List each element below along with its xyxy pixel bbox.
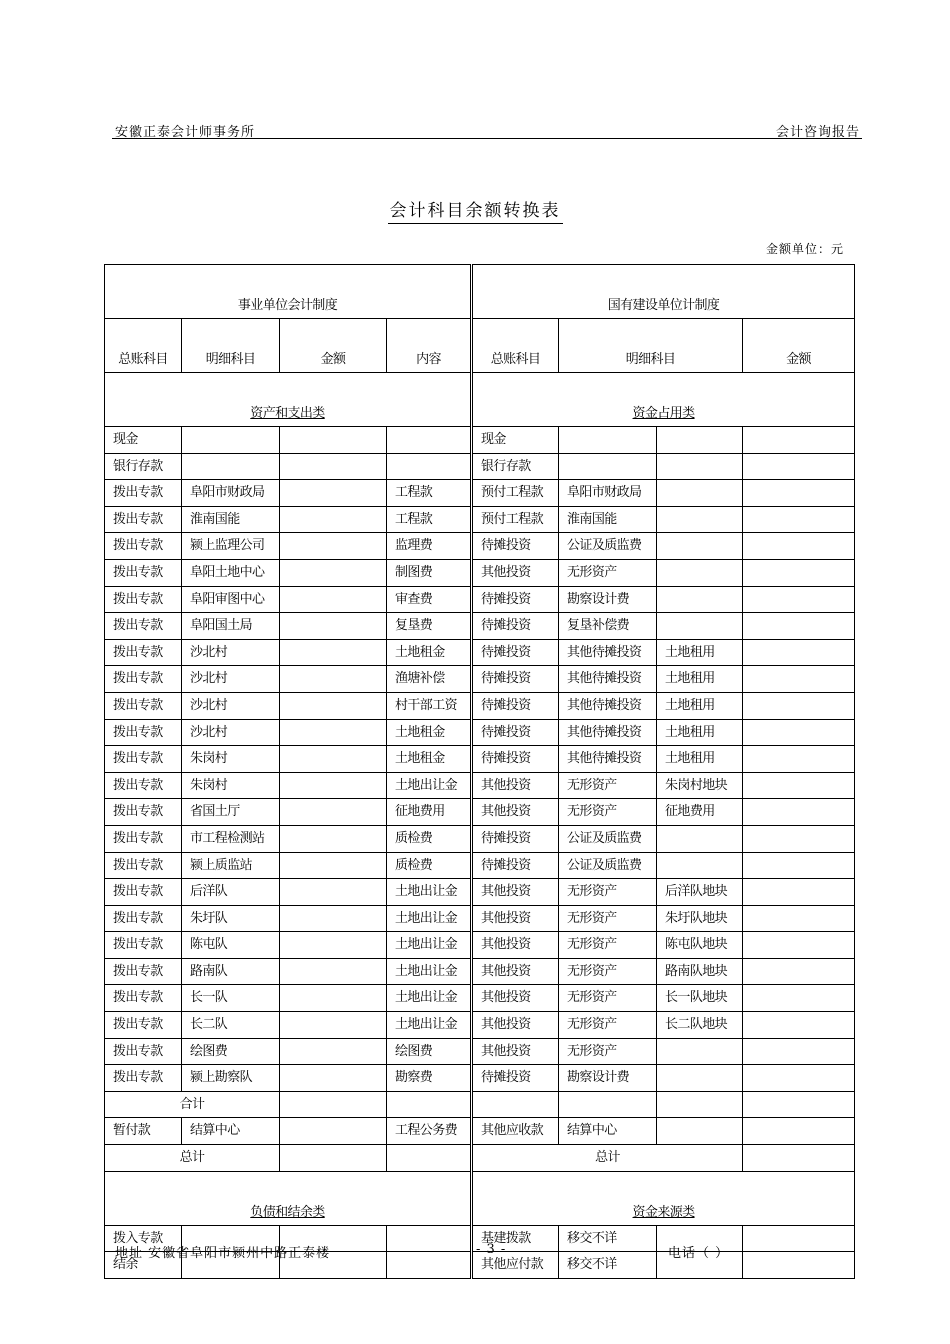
section-fund-occupation: 资金占用类 [472, 373, 855, 427]
table-cell: 土地出让金 [387, 879, 472, 906]
table-cell [743, 453, 855, 480]
table-cell: 工程款 [387, 480, 472, 507]
table-cell: 拨出专款 [105, 559, 182, 586]
table-cell: 拨出专款 [105, 746, 182, 773]
table-cell [657, 1091, 743, 1118]
table-cell: 路南队地块 [657, 958, 743, 985]
table-cell [743, 905, 855, 932]
table-cell: 路南队 [182, 958, 280, 985]
table-cell: 陈屯队 [182, 932, 280, 959]
table-cell [559, 453, 657, 480]
table-cell: 公证及质监费 [559, 852, 657, 879]
table-cell: 其他投资 [472, 1012, 559, 1039]
section-header-row [105, 373, 855, 427]
table-cell: 拨出专款 [105, 586, 182, 613]
table-cell: 勘察设计费 [559, 586, 657, 613]
table-cell: 待摊投资 [472, 586, 559, 613]
table-cell: 颍上质监站 [182, 852, 280, 879]
table-cell: 朱岗村 [182, 746, 280, 773]
table-cell: 其他投资 [472, 879, 559, 906]
table-cell: 朱岗村 [182, 772, 280, 799]
table-cell: 其他待摊投资 [559, 692, 657, 719]
table-cell [743, 692, 855, 719]
table-cell: 土地租用 [657, 666, 743, 693]
table-cell [280, 559, 387, 586]
table-cell: 其他投资 [472, 772, 559, 799]
table-cell [743, 879, 855, 906]
table-row [105, 1065, 855, 1092]
table-cell: 阜阳土地中心 [182, 559, 280, 586]
table-row [105, 879, 855, 906]
table-cell [280, 666, 387, 693]
table-cell: 沙北村 [182, 666, 280, 693]
table-cell [280, 639, 387, 666]
table-cell: 其他投资 [472, 985, 559, 1012]
table-cell: 土地出让金 [387, 985, 472, 1012]
table-row [105, 772, 855, 799]
table-cell: 待摊投资 [472, 666, 559, 693]
table-cell [743, 533, 855, 560]
total-row [105, 1145, 855, 1172]
table-cell [387, 1225, 472, 1252]
footer-address: 地址 安徽省阜阳市颍州中路正泰楼 [115, 1246, 331, 1261]
table-cell [743, 639, 855, 666]
col-header: 总账科目 [105, 319, 182, 373]
table-cell: 移交不详 [559, 1225, 657, 1252]
table-cell: 公证及质监费 [559, 825, 657, 852]
table-cell: 土地出让金 [387, 905, 472, 932]
table-cell: 沙北村 [182, 639, 280, 666]
table-cell: 无形资产 [559, 958, 657, 985]
table-cell: 土地租用 [657, 692, 743, 719]
table-cell [280, 1012, 387, 1039]
table-cell: 土地出让金 [387, 958, 472, 985]
table-cell: 银行存款 [472, 453, 559, 480]
table-cell [280, 1118, 387, 1145]
col-header: 金额 [280, 319, 387, 373]
table-cell [280, 799, 387, 826]
table-cell: 无形资产 [559, 905, 657, 932]
table-row [105, 799, 855, 826]
table-cell: 勘察设计费 [559, 1065, 657, 1092]
table-cell: 工程款 [387, 506, 472, 533]
table-cell: 无形资产 [559, 985, 657, 1012]
table-cell [280, 453, 387, 480]
table-cell: 拨出专款 [105, 905, 182, 932]
subtotal-label: 合计 [105, 1091, 280, 1118]
table-row [105, 559, 855, 586]
col-header: 总账科目 [472, 319, 559, 373]
table-cell [280, 1065, 387, 1092]
table-cell [743, 825, 855, 852]
table-cell: 拨出专款 [105, 1065, 182, 1092]
table-cell: 颍上勘察队 [182, 1065, 280, 1092]
table-cell: 土地出让金 [387, 1012, 472, 1039]
table-cell: 绘图费 [387, 1038, 472, 1065]
table-cell: 质检费 [387, 852, 472, 879]
table-cell [657, 427, 743, 454]
table-cell [743, 958, 855, 985]
header-rule [112, 138, 862, 139]
table-cell [743, 506, 855, 533]
table-cell [743, 1012, 855, 1039]
table-row [105, 932, 855, 959]
table-cell: 拨入专款 [105, 1225, 182, 1252]
table-cell: 其他投资 [472, 958, 559, 985]
table-cell: 基建拨款 [472, 1225, 559, 1252]
table-cell [743, 1225, 855, 1252]
table-cell: 拨出专款 [105, 932, 182, 959]
table-cell: 拨出专款 [105, 692, 182, 719]
table-cell [657, 1038, 743, 1065]
table-cell: 阜阳国土局 [182, 613, 280, 640]
table-cell [743, 586, 855, 613]
table-cell [743, 852, 855, 879]
table-cell [657, 613, 743, 640]
table-cell [387, 453, 472, 480]
table-cell: 拨出专款 [105, 1038, 182, 1065]
table-cell: 勘察费 [387, 1065, 472, 1092]
table-cell: 其他应付款 [472, 1252, 559, 1279]
table-cell [280, 427, 387, 454]
table-cell [280, 1091, 387, 1118]
table-row [105, 533, 855, 560]
table-cell: 阜阳审图中心 [182, 586, 280, 613]
table-cell: 拨出专款 [105, 613, 182, 640]
table-cell: 沙北村 [182, 719, 280, 746]
right-system-name: 国有建设单位计制度 [472, 265, 855, 319]
table-cell: 渔塘补偿 [387, 666, 472, 693]
table-cell: 公证及质监费 [559, 533, 657, 560]
table-row [105, 852, 855, 879]
table-row [105, 692, 855, 719]
section-header-row [105, 1171, 855, 1225]
table-cell: 村干部工资 [387, 692, 472, 719]
section-fund-sources: 资金来源类 [472, 1171, 855, 1225]
table-cell [657, 852, 743, 879]
table-cell: 其他投资 [472, 799, 559, 826]
table-row [105, 746, 855, 773]
table-cell: 后洋队地块 [657, 879, 743, 906]
table-row [105, 1118, 855, 1145]
table-cell: 待摊投资 [472, 639, 559, 666]
table-cell: 拨出专款 [105, 506, 182, 533]
table-cell [743, 1091, 855, 1118]
table-cell: 拨出专款 [105, 985, 182, 1012]
table-cell: 其他待摊投资 [559, 719, 657, 746]
table-cell [743, 427, 855, 454]
table-cell: 结余 [105, 1252, 182, 1279]
table-cell: 拨出专款 [105, 480, 182, 507]
col-header: 明细科目 [559, 319, 743, 373]
table-cell: 其他待摊投资 [559, 639, 657, 666]
table-cell: 移交不详 [559, 1252, 657, 1279]
table-cell: 质检费 [387, 825, 472, 852]
table-cell [280, 772, 387, 799]
table-cell: 复垦补偿费 [559, 613, 657, 640]
table-row [105, 1038, 855, 1065]
table-row [105, 719, 855, 746]
table-cell: 待摊投资 [472, 533, 559, 560]
table-cell [743, 480, 855, 507]
table-cell [280, 852, 387, 879]
table-cell [657, 1065, 743, 1092]
table-cell [280, 586, 387, 613]
table-cell: 市工程检测站 [182, 825, 280, 852]
table-cell: 土地出让金 [387, 772, 472, 799]
table-cell: 其他投资 [472, 905, 559, 932]
left-system-name: 事业单位会计制度 [105, 265, 472, 319]
table-cell: 工程公务费 [387, 1118, 472, 1145]
table-cell [657, 506, 743, 533]
table-cell: 现金 [105, 427, 182, 454]
table-cell: 待摊投资 [472, 1065, 559, 1092]
table-cell: 结算中心 [182, 1118, 280, 1145]
table-cell [280, 1038, 387, 1065]
table-cell: 制图费 [387, 559, 472, 586]
table-cell [743, 613, 855, 640]
table-cell: 拨出专款 [105, 825, 182, 852]
table-row [105, 427, 855, 454]
table-cell [657, 825, 743, 852]
table-cell [743, 1145, 855, 1172]
table-cell: 无形资产 [559, 772, 657, 799]
table-cell: 无形资产 [559, 1012, 657, 1039]
table-cell: 待摊投资 [472, 719, 559, 746]
table-cell [657, 480, 743, 507]
table-cell: 无形资产 [559, 932, 657, 959]
total-label-left: 总计 [105, 1145, 280, 1172]
table-cell: 淮南国能 [182, 506, 280, 533]
header-firm-name: 安徽正泰会计师事务所 [115, 125, 256, 140]
footer-phone: 电话（ ） [668, 1246, 730, 1261]
table-cell [280, 613, 387, 640]
table-cell [387, 1091, 472, 1118]
table-cell: 阜阳市财政局 [182, 480, 280, 507]
table-row [105, 639, 855, 666]
table-cell: 待摊投资 [472, 825, 559, 852]
section-liabilities-surplus: 负债和结余类 [105, 1171, 472, 1225]
table-cell [743, 985, 855, 1012]
table-cell [657, 453, 743, 480]
table-cell: 土地出让金 [387, 932, 472, 959]
table-cell: 征地费用 [657, 799, 743, 826]
table-cell: 无形资产 [559, 559, 657, 586]
table-cell: 长二队地块 [657, 1012, 743, 1039]
table-cell [280, 480, 387, 507]
table-cell: 其他投资 [472, 932, 559, 959]
table-cell: 其他投资 [472, 559, 559, 586]
table-cell: 淮南国能 [559, 506, 657, 533]
section-assets-expenses: 资产和支出类 [105, 373, 472, 427]
table-cell [743, 1065, 855, 1092]
table-cell [743, 1252, 855, 1279]
table-cell: 其他待摊投资 [559, 746, 657, 773]
table-cell [743, 772, 855, 799]
table-cell [743, 1038, 855, 1065]
table-cell [182, 453, 280, 480]
table-cell [743, 719, 855, 746]
table-row [105, 480, 855, 507]
col-header: 金额 [743, 319, 855, 373]
table-cell: 拨出专款 [105, 533, 182, 560]
table-cell [280, 825, 387, 852]
table-cell: 拨出专款 [105, 1012, 182, 1039]
table-cell: 长一队地块 [657, 985, 743, 1012]
table-cell: 其他待摊投资 [559, 666, 657, 693]
table-cell: 拨出专款 [105, 879, 182, 906]
table-cell: 拨出专款 [105, 958, 182, 985]
table-cell: 无形资产 [559, 799, 657, 826]
table-cell: 待摊投资 [472, 613, 559, 640]
table-cell: 待摊投资 [472, 852, 559, 879]
table-cell: 拨出专款 [105, 639, 182, 666]
table-cell [657, 559, 743, 586]
table-cell [280, 985, 387, 1012]
table-cell: 审查费 [387, 586, 472, 613]
table-cell: 预付工程款 [472, 480, 559, 507]
amount-unit-note: 金额单位：元 [765, 242, 844, 256]
table-row [105, 958, 855, 985]
system-header-row [105, 265, 855, 319]
table-cell: 陈屯队地块 [657, 932, 743, 959]
table-cell: 省国土厅 [182, 799, 280, 826]
page-number: - 3 - [476, 1242, 507, 1257]
table-cell [182, 427, 280, 454]
table-cell: 土地租用 [657, 746, 743, 773]
table-cell: 拨出专款 [105, 799, 182, 826]
table-cell: 待摊投资 [472, 692, 559, 719]
col-header: 明细科目 [182, 319, 280, 373]
table-cell: 其他投资 [472, 1038, 559, 1065]
table-cell [657, 586, 743, 613]
table-cell: 无形资产 [559, 879, 657, 906]
column-header-row [105, 319, 855, 373]
table-cell: 土地租金 [387, 746, 472, 773]
table-cell: 暂付款 [105, 1118, 182, 1145]
table-cell [387, 1145, 472, 1172]
table-cell [280, 905, 387, 932]
table-row [105, 666, 855, 693]
table-cell [743, 666, 855, 693]
table-cell: 长二队 [182, 1012, 280, 1039]
table-cell [280, 506, 387, 533]
table-cell: 拨出专款 [105, 666, 182, 693]
table-cell [387, 1252, 472, 1279]
table-cell: 征地费用 [387, 799, 472, 826]
table-row [105, 586, 855, 613]
table-row [105, 613, 855, 640]
table-cell: 银行存款 [105, 453, 182, 480]
table-row [105, 1012, 855, 1039]
table-cell: 朱岗村地块 [657, 772, 743, 799]
table-row [105, 825, 855, 852]
table-cell [559, 427, 657, 454]
table-cell: 沙北村 [182, 692, 280, 719]
table-cell: 待摊投资 [472, 746, 559, 773]
table-cell: 土地租用 [657, 639, 743, 666]
table-cell [280, 1145, 387, 1172]
table-cell: 土地租金 [387, 719, 472, 746]
table-cell: 拨出专款 [105, 719, 182, 746]
table-cell [743, 559, 855, 586]
table-cell: 其他应收款 [472, 1118, 559, 1145]
header-report-type: 会计咨询报告 [775, 125, 860, 140]
table-cell: 无形资产 [559, 1038, 657, 1065]
table-cell: 阜阳市财政局 [559, 480, 657, 507]
table-cell: 颍上监理公司 [182, 533, 280, 560]
total-label-right: 总计 [472, 1145, 743, 1172]
table-cell [559, 1091, 657, 1118]
table-cell [280, 746, 387, 773]
page-title: 会计科目余额转换表 [0, 196, 950, 221]
table-cell: 拨出专款 [105, 852, 182, 879]
table-cell: 朱圩队 [182, 905, 280, 932]
table-cell: 土地租用 [657, 719, 743, 746]
table-cell [743, 746, 855, 773]
table-cell [657, 533, 743, 560]
table-cell [280, 692, 387, 719]
table-cell [387, 427, 472, 454]
table-cell [657, 1118, 743, 1145]
table-cell [743, 1118, 855, 1145]
table-cell [280, 958, 387, 985]
table-cell: 预付工程款 [472, 506, 559, 533]
table-cell [743, 932, 855, 959]
table-cell [280, 719, 387, 746]
table-cell [472, 1091, 559, 1118]
table-cell: 监理费 [387, 533, 472, 560]
table-row [105, 453, 855, 480]
table-row [105, 905, 855, 932]
col-header: 内容 [387, 319, 472, 373]
subtotal-row [105, 1091, 855, 1118]
table-row [105, 985, 855, 1012]
table-cell [280, 533, 387, 560]
table-cell: 朱圩队地块 [657, 905, 743, 932]
table-cell [280, 932, 387, 959]
table-cell [743, 799, 855, 826]
table-row [105, 506, 855, 533]
table-cell: 结算中心 [559, 1118, 657, 1145]
table-cell: 土地租金 [387, 639, 472, 666]
table-cell: 后洋队 [182, 879, 280, 906]
table-cell: 复垦费 [387, 613, 472, 640]
table-cell: 绘图费 [182, 1038, 280, 1065]
table-cell [280, 879, 387, 906]
table-cell: 拨出专款 [105, 772, 182, 799]
table-cell: 现金 [472, 427, 559, 454]
table-cell: 长一队 [182, 985, 280, 1012]
